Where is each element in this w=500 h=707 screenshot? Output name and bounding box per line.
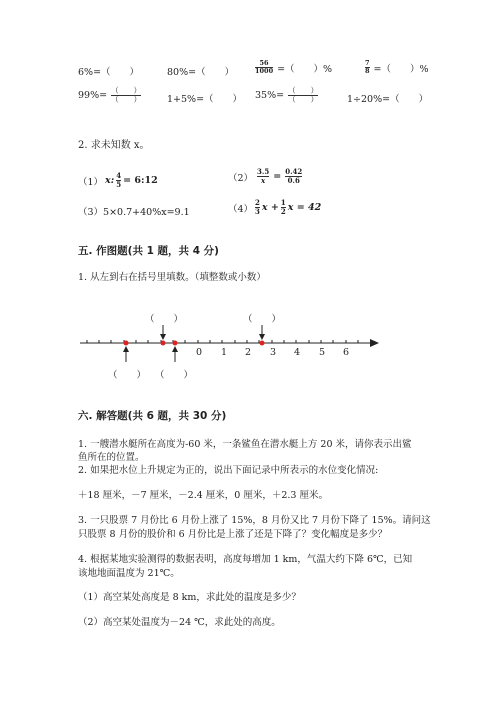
fraction-numerator: 7	[365, 59, 370, 67]
fraction-numerator: 0.42	[285, 167, 303, 176]
fraction-denominator: 5	[116, 180, 122, 189]
tick-label-6: 6	[343, 347, 350, 358]
arrow-up-head-icon	[123, 346, 129, 352]
arrow-down-head-icon	[160, 334, 166, 340]
equation-4	[228, 199, 321, 216]
number-line-blank-top-1: （ ）	[145, 314, 184, 325]
section6-q1-line1: 1. 一艘潜水艇所在高度为-60 米，一条鲨鱼在潜水艇上方 20 米，请你表示出鲨	[78, 439, 412, 450]
section6-q2: 2. 如果把水位上升规定为正的，说出下面记录中所表示的水位变化情况:	[78, 465, 379, 476]
section5-heading: 五. 作图题(共 1 题，共 4 分)	[78, 245, 219, 257]
tick-label-1: 1	[221, 347, 228, 358]
fraction-numerator: 3.5	[257, 167, 270, 176]
equation-part: x = 42	[287, 202, 322, 213]
fraction-numerator: 2	[255, 198, 260, 207]
section6-q4-sub1: （1）高空某处高度是 8 km，求此处的温度是多少？	[78, 592, 301, 603]
section6-q3-line2: 只股票 8 月份的股价和 6 月份比是上涨了还是下降了？变化幅度是多少？	[78, 529, 388, 540]
fraction-numerator: 4	[116, 171, 122, 180]
equation-label: （1）	[78, 176, 104, 188]
arrow-up-head-icon	[172, 346, 178, 352]
fraction-denominator: 2	[280, 207, 286, 216]
point-marker-3	[173, 341, 178, 346]
point-marker-4	[260, 341, 265, 346]
percent-item-1-div-20: 1÷20%=（ ）	[347, 94, 429, 105]
percent-item-6: 6%=（ ）	[78, 67, 140, 78]
section6-heading: 六. 解答题(共 6 题，共 30 分)	[78, 410, 227, 422]
point-marker-2	[161, 341, 166, 346]
fraction-item-7-8	[365, 60, 429, 75]
section2-title: 2. 求未知数 x。	[78, 140, 150, 151]
fraction-denominator: 3	[255, 207, 260, 216]
fraction-denominator: 8	[365, 67, 370, 75]
percent-item-99	[78, 87, 141, 104]
equation-part: = 6:12	[123, 175, 158, 186]
number-line-blank-bottom-2: （ ）	[155, 370, 194, 381]
fraction-item-56-1000	[255, 60, 332, 75]
equals-sign: =	[273, 171, 282, 182]
equation-2	[228, 168, 302, 185]
equation-1	[78, 172, 158, 189]
tick-label-2: 2	[245, 347, 252, 358]
tick-label-5: 5	[319, 347, 326, 358]
equation-label: （2）	[228, 172, 254, 184]
section6-q2-values: ＋18 厘米，－7 厘米，－2.4 厘米，0 厘米，＋2.3 厘米。	[78, 490, 328, 501]
percent-item-35	[255, 87, 318, 104]
blank-numerator: （ ）	[111, 86, 142, 95]
section5-question-1: 1. 从左到右在括号里填数。（填整数或小数）	[78, 272, 266, 283]
fraction-denominator: x	[261, 176, 266, 185]
number-line-blank-top-2: （ ）	[243, 314, 282, 325]
equation-3: （3）5×0.7+40%x=9.1	[78, 207, 190, 218]
section6-q3-line1: 3. 一只股票 7 月份比 6 月份上涨了 15%，8 月份又比 7 月份下降了 15%。请问这	[78, 515, 431, 526]
section6-q4-sub2: （2）高空某处温度为－24 ℃，求此处的高度。	[78, 617, 281, 628]
fraction-numerator: 1	[280, 198, 286, 207]
fraction-rest: =（ ）%	[277, 63, 333, 75]
tick-label-0: 0	[196, 347, 203, 358]
blank-denominator: （ ）	[111, 95, 142, 104]
percent-label: 99%=	[78, 90, 108, 101]
percent-item-80: 80%=（ ）	[167, 67, 235, 78]
number-line-blank-bottom-1: （ ）	[108, 370, 147, 381]
percent-label: 35%=	[255, 90, 285, 101]
fraction-denominator: 0.6	[287, 176, 300, 185]
fraction-rest: =（ ）%	[373, 63, 429, 75]
point-marker-1	[124, 341, 129, 346]
fraction-denominator: 1000	[255, 67, 274, 75]
number-line-arrowhead-icon	[370, 339, 379, 347]
section6-q4-line2: 该地地面温度为 21℃。	[78, 568, 180, 579]
equation-label: （4）	[228, 203, 254, 215]
tick-label-4: 4	[294, 347, 301, 358]
section6-q1-line2: 鱼所在的位置。	[78, 452, 145, 463]
equation-part: x +	[261, 202, 279, 213]
blank-denominator: （ ）	[288, 95, 319, 104]
percent-item-1-plus-5: 1+5%=（ ）	[167, 94, 243, 105]
arrow-down-head-icon	[259, 334, 265, 340]
section6-q4-line1: 4. 根据某地实验测得的数据表明，高度每增加 1 km，气温大约下降 6℃，已知	[78, 554, 413, 565]
fraction-numerator: 56	[259, 59, 269, 67]
equation-part: x:	[105, 175, 115, 186]
tick-label-3: 3	[270, 347, 277, 358]
blank-numerator: （ ）	[288, 86, 319, 95]
